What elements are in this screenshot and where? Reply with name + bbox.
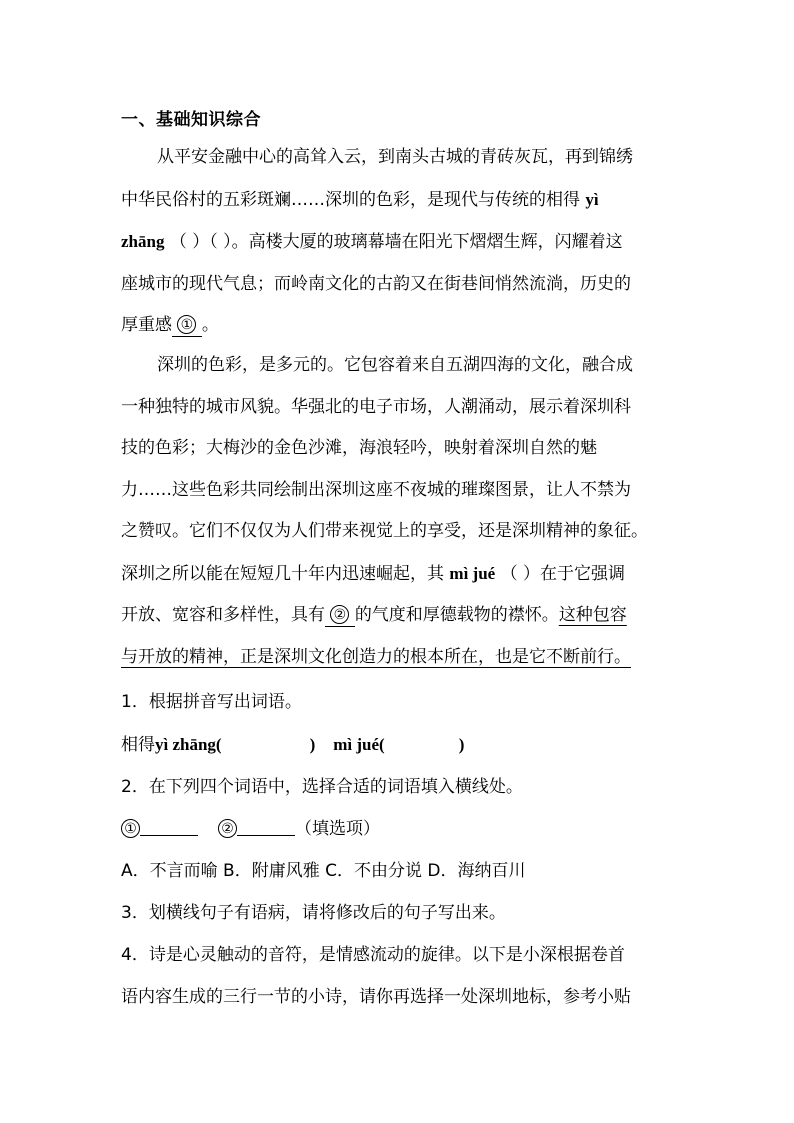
line-text: 的气度和厚德载物的襟怀。 [354,605,559,625]
underlined-sentence-end: 与开放的精神，正是深圳文化创造力的根本所在，也是它不断前行。 [121,646,631,667]
paragraph-2-line-7 [121,595,681,637]
circled-number-2: ② [218,819,237,838]
circled-number-1: ① [177,315,196,334]
paragraph-1-line-5 [121,305,681,347]
paragraph-1-line-4: 座城市的现代气息；而岭南文化的古韵又在街巷间悄然流淌，历史的 [121,273,631,294]
instruction-note: （填选项） [295,819,380,839]
pinyin: yì [585,189,599,209]
circled-number-1: ① [121,819,140,838]
answer-label: 相得 [121,735,155,755]
line-text: 深圳之所以能在短短几十年内迅速崛起，其 [121,563,444,584]
paren-close: ) [309,735,316,754]
line-text: （ ）在于它强调 [500,563,626,584]
circled-number-2: ② [330,605,349,624]
paragraph-2-line-2: 一种独特的城市风貌。华强北的电子市场，人潮涌动，展示着深圳科 [121,396,631,417]
paragraph-2-line-6 [121,553,681,596]
paragraph-1-line-1: 从平安金融中心的高耸入云，到南头古城的青砖灰瓦，再到锦绣 [157,147,633,167]
pinyin: mì jué [449,563,496,583]
section-heading: 一、基础知识综合 [121,110,261,130]
question-2-answer-line [121,814,380,839]
underlined-sentence-start: 这种包容 [558,605,627,625]
pinyin: mì jué( [333,735,385,754]
line-text: 厚重感 [121,315,172,335]
paren-close: ) [458,735,465,754]
fill-blank-1[interactable] [172,314,202,337]
answer-blank-1[interactable] [140,821,198,836]
question-1-answer-line [121,730,464,755]
paragraph-2 [121,345,681,678]
question-4: 4．诗是心灵触动的音符，是情感流动的旋律。以下是小深根据卷首 [121,945,625,965]
paragraph-1-line-3 [121,221,681,264]
paragraph-1 [121,137,681,347]
pinyin: zhāng [121,232,165,251]
pinyin: yì zhāng( [155,735,222,754]
question-4-continued: 语内容生成的三行一节的小诗，请你再选择一处深圳地标，参考小贴 [121,987,631,1007]
answer-blank-2[interactable] [237,821,295,836]
paragraph-2-line-4: 力……这些色彩共同绘制出深圳这座不夜城的璀璨图景，让人不禁为 [121,479,631,500]
paragraph-2-line-1: 深圳的色彩，是多元的。它包容着来自五湖四海的文化，融合成 [157,355,633,375]
question-3: 3．划横线句子有语病，请将修改后的句子写出来。 [121,903,506,923]
line-text: （ ）（ ）。高楼大厦的玻璃幕墙在阳光下熠熠生辉，闪耀着这 [169,232,623,252]
paragraph-1-line-2 [121,179,681,222]
question-2: 2．在下列四个词语中，选择合适的词语填入横线处。 [121,777,523,797]
fill-blank-2[interactable] [325,604,355,627]
question-2-options: A．不言而喻 B．附庸风雅 C．不由分说 D．海纳百川 [121,861,526,881]
line-text: 中华民俗村的五彩斑斓……深圳的色彩，是现代与传统的相得 [121,189,580,210]
line-text: 开放、宽容和多样性，具有 [121,605,325,625]
question-1: 1．根据拼音写出词语。 [121,692,302,712]
paragraph-2-line-3: 技的色彩；大梅沙的金色沙滩，海浪轻吟，映射着深圳自然的魅 [121,438,597,458]
line-end: 。 [201,315,219,335]
paragraph-2-line-5: 之赞叹。它们不仅仅为人们带来视觉上的享受，还是深圳精神的象征。 [121,521,648,541]
